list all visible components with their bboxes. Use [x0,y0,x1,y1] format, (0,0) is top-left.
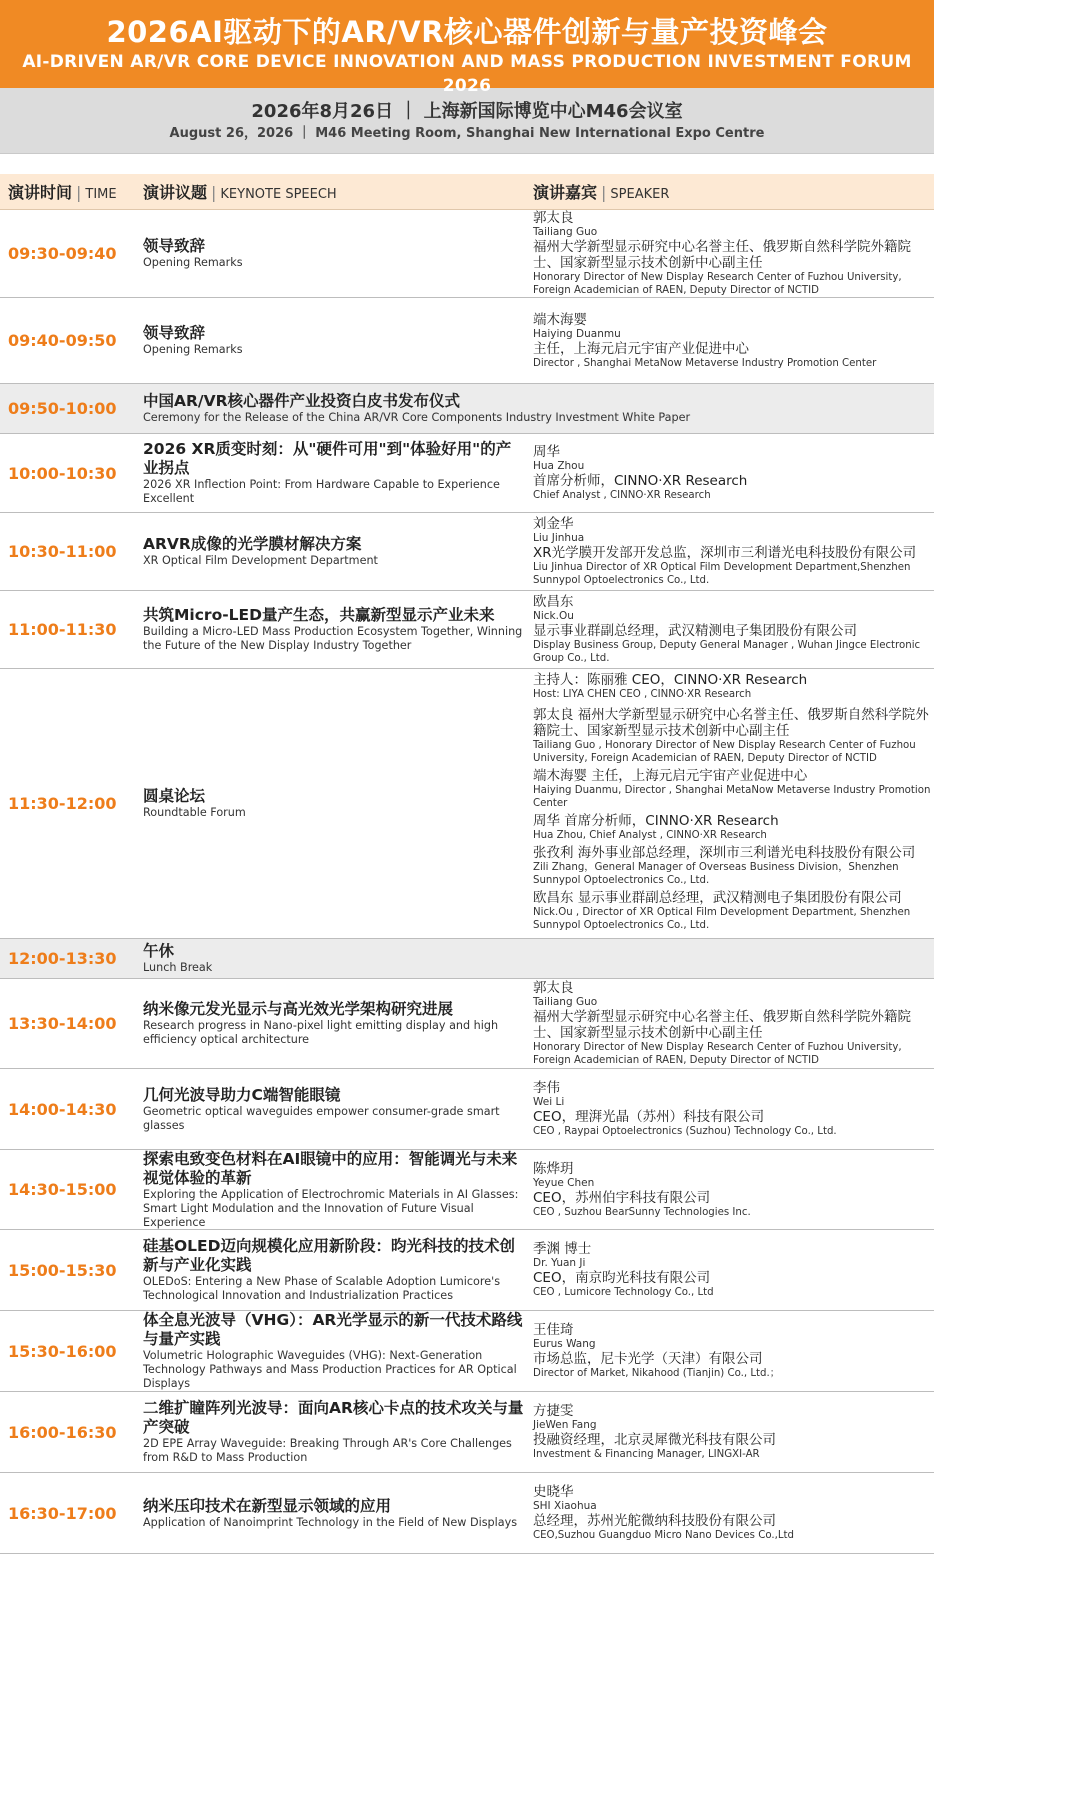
speaker-pinyin: Tailiang Guo [533,226,598,238]
speaker-name: 郭太良 [533,210,574,226]
speaker-title-cn: CEO，苏州伯宇科技有限公司 [533,1189,711,1206]
panelist-cn: 端木海婴 主任，上海元启元宇宙产业促进中心 [533,768,808,784]
session-time: 16:00-16:30 [8,1422,117,1442]
time-cell [0,1180,143,1199]
topic-cell [143,942,934,975]
session-time: 15:30-16:00 [8,1341,117,1361]
time-cell [0,1504,143,1523]
speaker-title-en: Honorary Director of New Display Research Center of Fuzhou University, Foreign Academician of RAEN, Deputy Director of NCTID [533,1042,902,1066]
agenda-table-body [0,210,934,1554]
speaker-name: 刘金华 [533,516,574,532]
speaker-name: 欧昌东 [533,594,574,610]
panelist-cn: 郭太良 福州大学新型显示研究中心名誉主任、俄罗斯自然科学院外籍院士、国家新型显示技术创新中心副主任 [533,707,929,739]
table-row [0,1473,934,1554]
topic-title-en: Volumetric Holographic Waveguides (VHG): Next-Generation Technology Pathways and Mass Production Practices for AR Optical Displays [143,1349,517,1390]
topic-cell [143,1399,533,1465]
table-row [0,591,934,669]
topic-title-en: Application of Nanoimprint Technology in the Field of New Displays [143,1515,518,1529]
topic-cell [143,1086,533,1133]
speaker-title-en: Chief Analyst , CINNO·XR Research [533,490,711,501]
topic-title-cn: 中国AR/VR核心器件产业投资白皮书发布仪式 [143,392,461,410]
title-en: AI-DRIVEN AR/VR CORE DEVICE INNOVATION AND MASS PRODUCTION INVESTMENT FORUM 2026 [22,52,912,96]
col-speaker-cn: 演讲嘉宾 [533,183,598,202]
topic-cell [143,1150,533,1230]
title-banner [0,0,934,96]
time-cell [0,1100,143,1119]
speaker-cell [533,210,934,297]
speaker-name: 端木海婴 [533,311,587,328]
topic-title-en: 2026 XR Inflection Point: From Hardware Capable to Experience Excellent [143,478,500,505]
speaker-pinyin: Eurus Wang [533,1338,596,1350]
speaker-title-cn: 首席分析师，CINNO·XR Research [533,473,748,489]
speaker-name: 史晓华 [533,1484,574,1500]
panelist-block [533,813,932,842]
panelist-en: Hua Zhou, Chief Analyst , CINNO·XR Research [533,830,767,841]
topic-title-cn: 圆桌论坛 [143,787,206,805]
host-cn: 主持人：陈丽雅 CEO，CINNO·XR Research [533,672,808,688]
table-row [0,513,934,591]
topic-cell [143,392,934,425]
speaker-name: 李伟 [533,1080,560,1096]
speaker-cell [533,516,934,587]
time-cell [0,1423,143,1442]
topic-title-cn: 纳米像元发光显示与高光效光学架构研究进展 [143,1000,454,1018]
topic-title-cn: 体全息光波导（VHG）：AR光学显示的新一代技术路线与量产实践 [143,1311,523,1348]
topic-title-en: Research progress in Nano-pixel light emitting display and high efficiency optical architecture [143,1019,499,1046]
table-row [0,1392,934,1473]
topic-title-en: Exploring the Application of Electrochromic Materials in AI Glasses: Smart Light Modulation and the Innovation of Future Visual Experience [143,1187,519,1229]
speaker-pinyin: Liu Jinhua [533,532,585,544]
table-row [0,298,934,384]
speaker-title-cn: XR光学膜开发部开发总监，深圳市三利谱光电科技股份有限公司 [533,545,917,561]
topic-title-en: Ceremony for the Release of the China AR/VR Core Components Industry Investment White Paper [143,411,691,424]
spacer [0,154,934,174]
panelist-en: Haiying Duanmu, Director , Shanghai MetaNow Metaverse Industry Promotion Center [533,785,931,809]
topic-title-cn: 纳米压印技术在新型显示领域的应用 [143,1496,392,1515]
speaker-cell [533,672,934,935]
time-cell [0,1261,143,1280]
session-time: 11:30-12:00 [8,794,117,813]
table-row [0,384,934,434]
topic-cell [143,787,533,820]
topic-cell [143,606,533,653]
time-cell [0,464,143,483]
panelist-block [533,707,932,765]
speaker-cell [533,444,934,502]
col-header-topic [143,180,533,203]
topic-title-en: XR Optical Film Development Department [143,554,378,567]
speaker-cell [533,1241,934,1299]
speaker-cell [533,1161,934,1219]
session-time: 15:00-15:30 [8,1260,117,1280]
speaker-cell [533,312,934,370]
session-time: 13:30-14:00 [8,1014,117,1033]
topic-title-cn: ARVR成像的光学膜材解决方案 [143,535,362,553]
panelist-en: Zili Zhang，General Manager of Overseas Business Division，Shenzhen Sunnypol Optoelectronics Co., Ltd. [533,862,899,886]
col-time-cn: 演讲时间 [8,183,73,202]
speaker-cell [533,1484,934,1542]
topic-title-en: OLEDoS: Entering a New Phase of Scalable Adoption Lumicore's Technological Innovation and Industrialization Practices [143,1275,501,1302]
speaker-name: 王佳琦 [533,1322,574,1338]
speaker-title-cn: CEO，南京昀光科技有限公司 [533,1270,711,1286]
table-row [0,434,934,513]
speaker-cell [533,594,934,665]
speaker-name: 郭太良 [533,980,574,996]
speaker-title-en: CEO , Raypai Optoelectronics (Suzhou) Technology Co., Ltd. [533,1126,837,1137]
session-time: 10:30-11:00 [8,542,117,561]
col-topic-cn: 演讲议题 [143,183,208,202]
time-cell [0,542,143,561]
speaker-title-en: Honorary Director of New Display Research Center of Fuzhou University, Foreign Academician of RAEN, Deputy Director of NCTID [533,272,902,296]
panelist-block [533,890,932,932]
topic-title-en: Lunch Break [143,961,213,974]
topic-cell [143,535,533,568]
date-venue-cn: 2026年8月26日 ｜ 上海新国际博览中心M46会议室 [251,101,683,122]
topic-title-cn: 领导致辞 [143,324,206,342]
speaker-cell [533,1322,934,1380]
col-topic-en: KEYNOTE SPEECH [220,187,337,202]
table-row [0,1150,934,1230]
speaker-title-cn: CEO，理湃光晶（苏州）科技有限公司 [533,1109,765,1125]
panelist-cn: 张孜利 海外事业部总经理，深圳市三利谱光电科技股份有限公司 [533,845,916,861]
session-time: 09:40-09:50 [8,331,117,350]
panelist-en: Tailiang Guo , Honorary Director of New Display Research Center of Fuzhou University, Foreign Academician of RAEN, Deputy Director of NCTID [533,740,916,764]
panelist-cn: 欧昌东 显示事业群副总经理，武汉精测电子集团股份有限公司 [533,890,902,906]
col-separator: | [601,183,607,202]
col-separator: | [76,183,82,202]
date-venue-en: August 26，2026 ｜ M46 Meeting Room, Shanghai New International Expo Centre [169,126,765,141]
table-row [0,669,934,939]
host-en: Host: LIYA CHEN CEO , CINNO·XR Research [533,689,752,700]
time-cell [0,949,143,968]
session-time: 14:00-14:30 [8,1099,117,1119]
topic-title-cn: 探索电致变色材料在AI眼镜中的应用：智能调光与未来视觉体验的革新 [143,1150,518,1187]
topic-cell [143,1237,533,1303]
topic-title-en: Building a Micro-LED Mass Production Ecosystem Together, Winning the Future of the New Display Industry Together [143,625,523,652]
speaker-title-cn: 显示事业群副总经理，武汉精测电子集团股份有限公司 [533,623,857,639]
speaker-title-cn: 福州大学新型显示研究中心名誉主任、俄罗斯自然科学院外籍院士、国家新型显示技术创新中心副主任 [533,239,911,271]
speaker-title-en: Display Business Group, Deputy General Manager , Wuhan Jingce Electronic Group Co., Ltd. [533,640,921,664]
speaker-title-en: Director , Shanghai MetaNow Metaverse Industry Promotion Center [533,357,877,369]
col-header-speaker [533,180,934,203]
table-header [0,174,934,210]
session-time: 14:30-15:00 [8,1180,117,1199]
topic-cell [143,237,533,270]
speaker-pinyin: Wei Li [533,1096,565,1108]
time-cell [0,399,143,418]
topic-title-cn: 共筑Micro-LED量产生态，共赢新型显示产业未来 [143,606,495,624]
speaker-title-en: CEO,Suzhou Guangduo Micro Nano Devices Co.,Ltd [533,1530,794,1541]
speaker-pinyin: Nick.Ou [533,610,574,622]
host-block [533,672,932,701]
topic-cell [143,1497,533,1530]
session-time: 16:30-17:00 [8,1503,117,1523]
speaker-title-cn: 投融资经理，北京灵犀微光科技有限公司 [533,1432,776,1448]
topic-title-en: Opening Remarks [143,256,243,269]
topic-title-en: Geometric optical waveguides empower consumer-grade smart glasses [143,1104,500,1132]
speaker-pinyin: Dr. Yuan Ji [533,1257,586,1269]
table-row [0,210,934,298]
speaker-title-en: CEO , Suzhou BearSunny Technologies Inc. [533,1206,751,1218]
time-cell [0,794,143,813]
time-cell [0,331,143,350]
topic-title-cn: 午休 [143,942,175,960]
speaker-title-en: CEO , Lumicore Technology Co., Ltd [533,1287,714,1298]
panelist-cn: 周华 首席分析师，CINNO·XR Research [533,813,779,829]
topic-title-en: Opening Remarks [143,343,243,356]
table-row [0,1230,934,1311]
col-time-en: TIME [85,187,117,202]
speaker-cell [533,980,934,1067]
speaker-title-en: Investment & Financing Manager, LINGXI-AR [533,1449,760,1460]
session-time: 09:30-09:40 [8,244,117,263]
table-row [0,939,934,979]
speaker-title-cn: 主任，上海元启元宇宙产业促进中心 [533,340,749,357]
speaker-cell [533,1403,934,1461]
speaker-name: 周华 [533,444,560,460]
speaker-pinyin: Tailiang Guo [533,996,598,1008]
table-row [0,979,934,1069]
session-time: 12:00-13:30 [8,949,117,968]
topic-title-cn: 几何光波导助力C端智能眼镜 [143,1085,341,1104]
speaker-pinyin: SHI Xiaohua [533,1500,597,1512]
topic-title-en: 2D EPE Array Waveguide: Breaking Through AR's Core Challenges from R&D to Mass Production [143,1437,512,1464]
panelist-block [533,845,932,887]
topic-cell [143,1311,533,1391]
time-cell [0,1342,143,1361]
speaker-title-en: Director of Market, Nikahood (Tianjin) Co., Ltd.； [533,1368,780,1379]
topic-cell [143,1000,533,1047]
col-header-time [0,180,143,203]
topic-title-cn: 硅基OLED迈向规模化应用新阶段：昀光科技的技术创新与产业化实践 [143,1237,516,1274]
speaker-pinyin: Hua Zhou [533,460,585,472]
speaker-cell [533,1080,934,1138]
time-cell [0,1014,143,1033]
time-cell [0,620,143,639]
speaker-name: 陈烨玥 [533,1160,574,1177]
topic-title-cn: 二维扩瞳阵列光波导：面向AR核心卡点的技术攻关与量产突破 [143,1399,524,1436]
session-time: 11:00-11:30 [8,620,117,639]
topic-title-cn: 领导致辞 [143,237,206,255]
speaker-name: 季渊 博士 [533,1241,592,1257]
panelist-block [533,768,932,810]
topic-cell [143,324,533,357]
topic-title-cn: 2026 XR质变时刻：从"硬件可用"到"体验好用"的产业拐点 [143,440,512,477]
col-separator: | [211,183,217,202]
table-row [0,1311,934,1392]
col-speaker-en: SPEAKER [610,187,670,202]
session-time: 09:50-10:00 [8,399,117,418]
speaker-title-cn: 市场总监，尼卡光学（天津）有限公司 [533,1351,763,1367]
time-cell [0,244,143,263]
session-time: 10:00-10:30 [8,463,117,483]
speaker-title-cn: 福州大学新型显示研究中心名誉主任、俄罗斯自然科学院外籍院士、国家新型显示技术创新中心副主任 [533,1009,911,1041]
speaker-title-cn: 总经理，苏州光舵微纳科技股份有限公司 [533,1513,776,1529]
speaker-pinyin: Haiying Duanmu [533,327,621,340]
topic-title-en: Roundtable Forum [143,806,246,819]
speaker-pinyin: Yeyue Chen [533,1176,595,1189]
speaker-title-en: Liu Jinhua Director of XR Optical Film Development Department,Shenzhen Sunnypol Optoelectronics Co., Ltd. [533,562,911,586]
speaker-pinyin: JieWen Fang [533,1419,597,1431]
panelist-en: Nick.Ou , Director of XR Optical Film Development Department, Shenzhen Sunnypol Optoelectronics Co., Ltd. [533,907,911,931]
title-cn: 2026AI驱动下的AR/VR核心器件创新与量产投资峰会 [106,15,828,49]
speaker-name: 方捷雯 [533,1403,574,1419]
topic-cell [143,440,533,506]
table-row [0,1069,934,1150]
